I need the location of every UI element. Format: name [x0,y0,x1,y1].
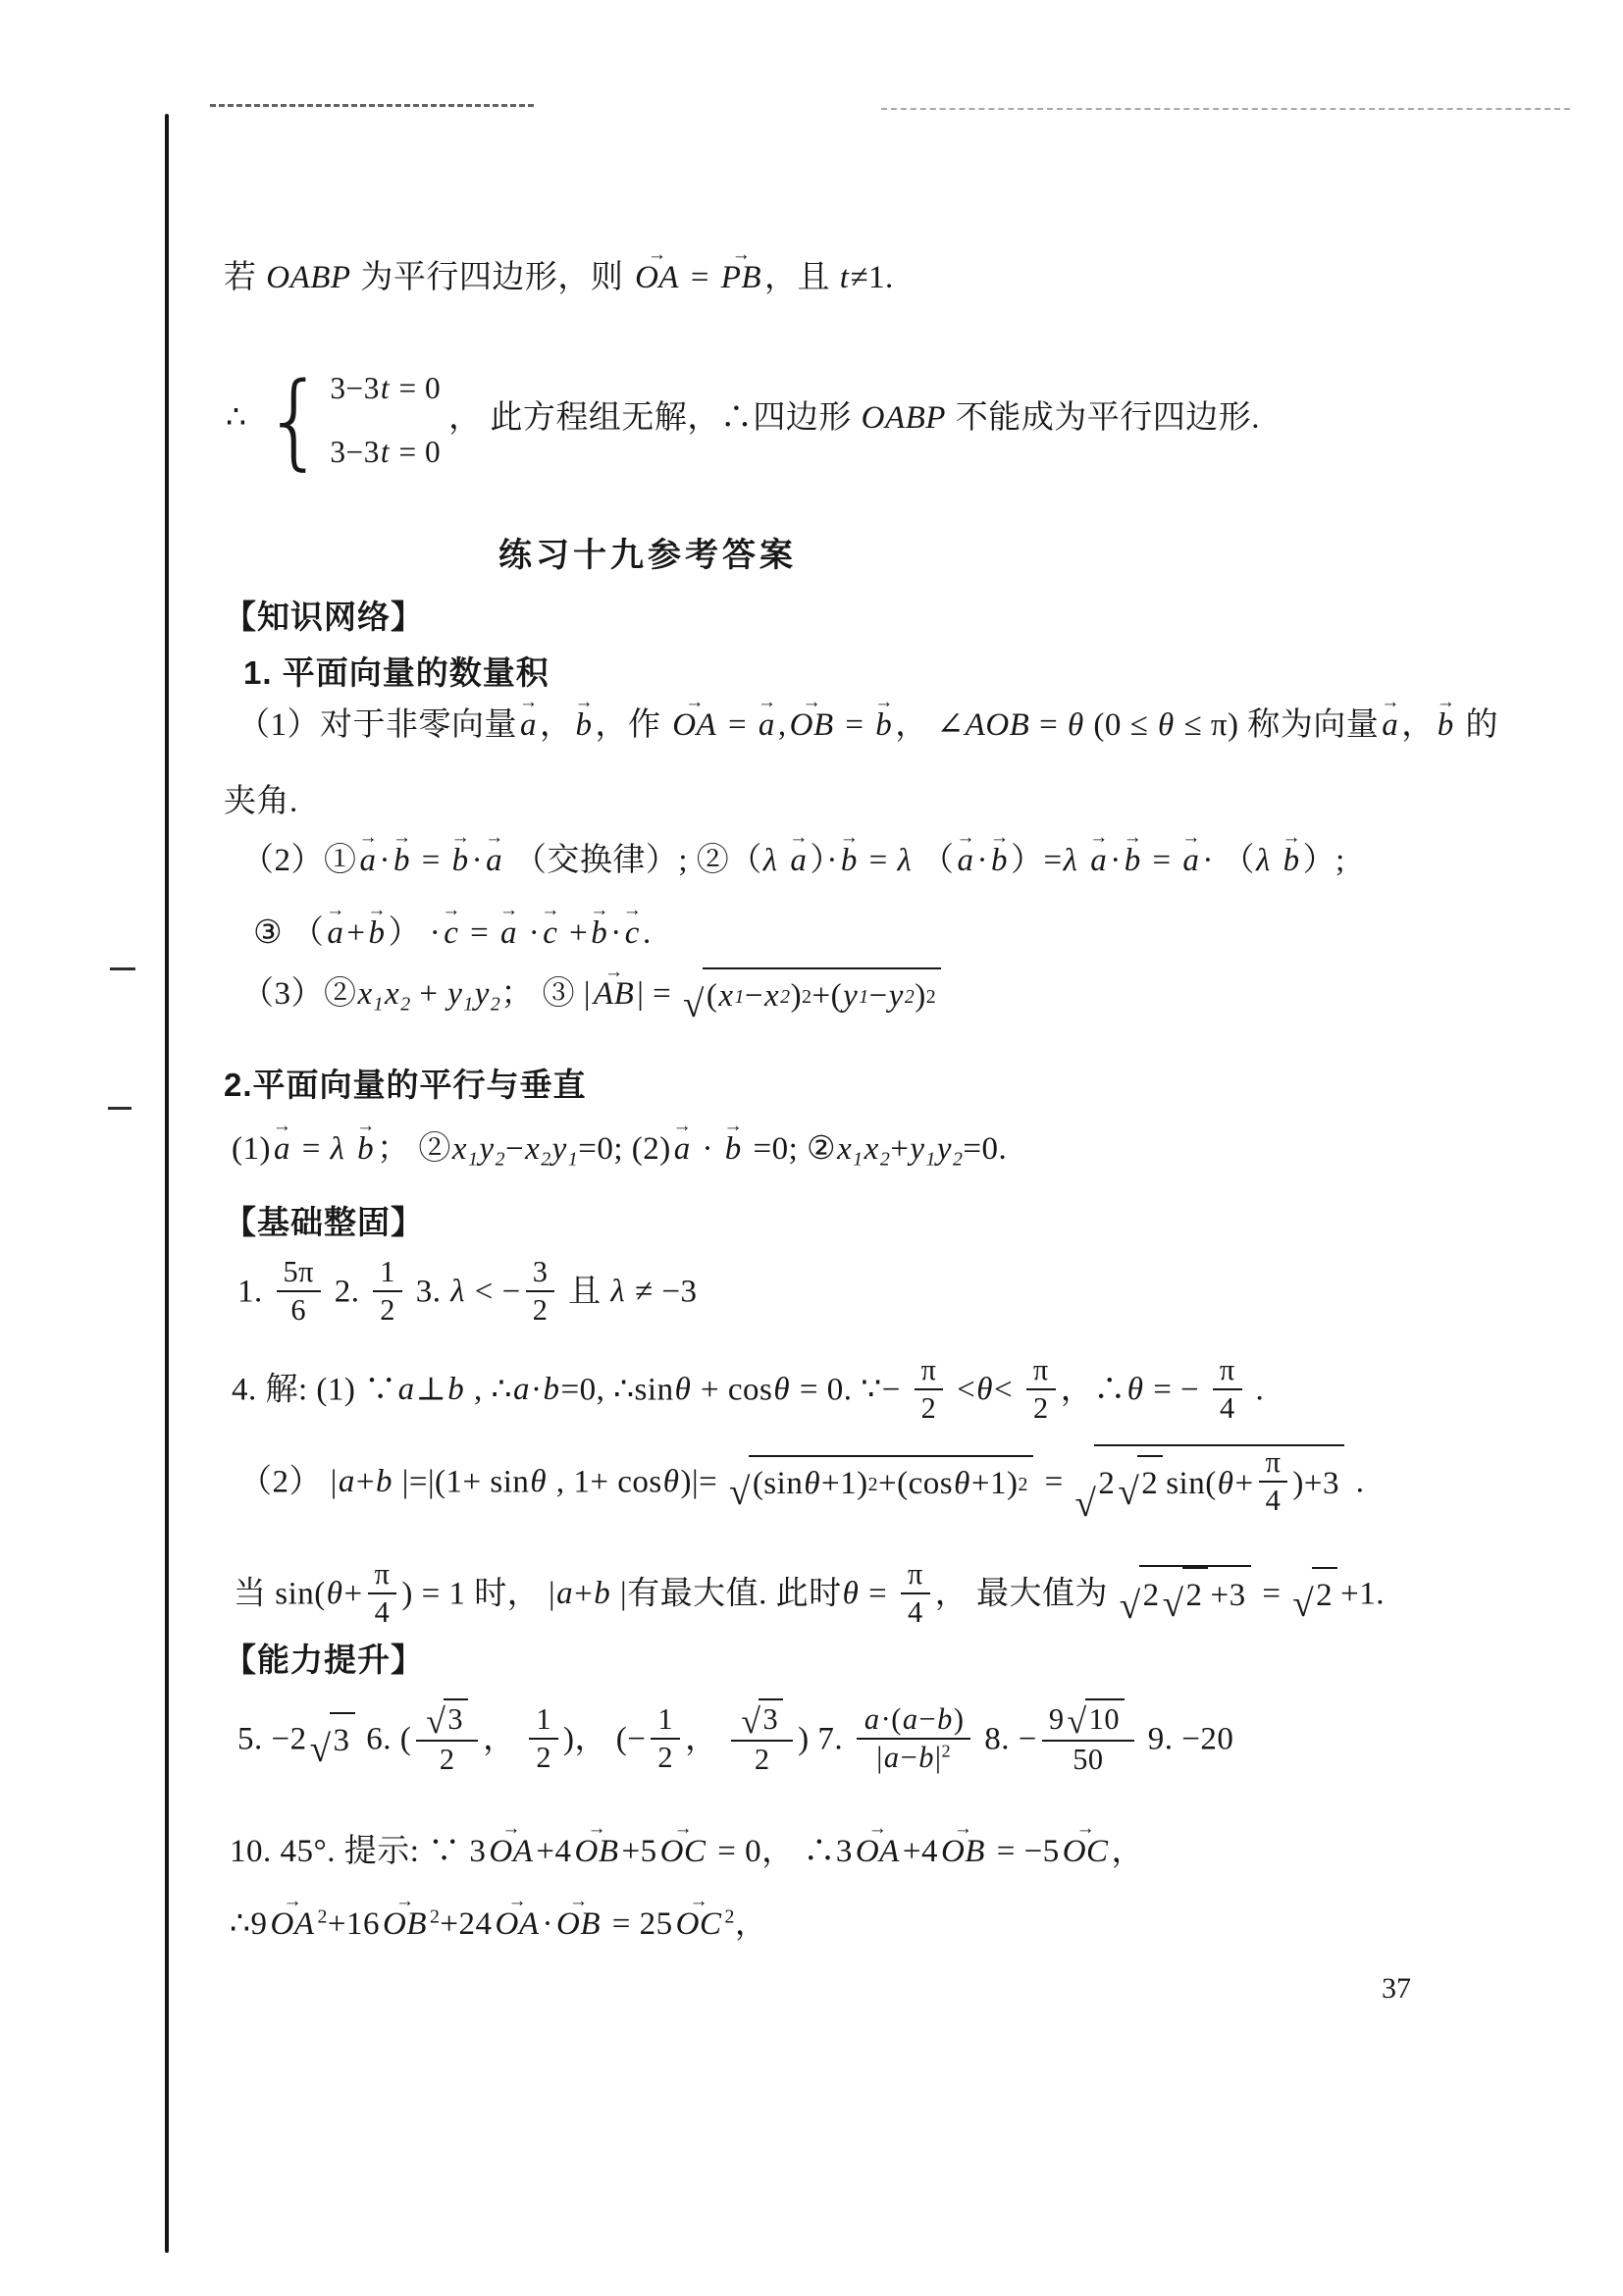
scan-margin-tick-2 [108,1107,131,1110]
answer-section-title: 练习十九参考答案 [498,537,797,574]
line-angle-definition: （1）对于非零向量a →，b →，作 OA → = a →,OB → = b →， ∠AOB = θ (0 ≤ θ ≤ π) 称为向量a →，b → 的 [237,701,1498,751]
scan-left-border-line [165,114,169,2253]
scan-top-dashed-line-left [210,104,534,107]
page-number: 37 [1382,1972,1411,2005]
line-coordinate-formulas: $(3)②x_1x_2 + y_1y_2$； ③ |AB →| = √ ( x 1 − x 2 ) 2 +( y 1 − y 2 ) 2 [241,969,944,1023]
line-parallel-perpendicular-conditions: (1)a → = λ b →； $②x_1y_2-x_2y_1=0$; (2)a → · b → =0; $②x_1x_2+y_1y_2=0$. [232,1124,1007,1174]
line-answer-4-part1: 4. 解: (1) ∵a⊥b , ∴a·b=0, ∴sinθ + cosθ = 0. ∵− $\frac{\pi}{2}$ <θ< $\frac{\pi}{2}$ ，∴θ = − $\frac{\pi}{4}$ . [232,1353,1265,1425]
heading-dot-product: 1. 平面向量的数量积 [243,654,550,691]
heading-ability-improvement: 【能力提升】 [224,1642,424,1678]
line-commutative-law: （2）①a →·b → = b →·a → （交换律）; ②（λ a →）·b → = λ （a →·b →）=λ a →·b → = a →· （λ b →）; [241,836,1345,886]
line-answer-4-part2: （2） |a+b |=|(1+ sinθ , 1+ cosθ)|= √ (sin θ +1) 2 +(cos θ +1) 2 = √ 2 √ 2 sin( θ + $\frac{\pi}{4}$ )+3 . [239,1445,1365,1525]
heading-knowledge-network: 【知识网络】 [224,599,424,635]
scan-margin-tick-1 [110,967,135,970]
line-parallelogram-condition: 若 OABP 为平行四边形，则 OA → = PB →，且 t≠1. [224,253,894,303]
heading-parallel-perpendicular: 2.平面向量的平行与垂直 [224,1067,587,1103]
scan-top-dashed-line-right [881,108,1570,110]
line-equation-system-conclusion: ∴ { 3−3t = 0 3−3t = 0 ， 此方程组无解，∴四边形 OABP 不能成为平行四边形. [226,360,1260,482]
line-answer-10-part2: ∴9OA → $^2$+16OB → $^2$+24OA →·OB → = 25OC → $^2$， [230,1900,767,1950]
line-answers-1-to-3: 1. $\frac{5\pi}{6}$ 2. $\frac{1}{2}$ 3. λ < − $\frac{3}{2}$ 且 λ ≠ −3 [237,1255,698,1327]
line-answers-5-to-9: 5. −2 √ 3 6. ( √ 3 2 ， $\frac{1}{2}$ )， (− $\frac{1}{2}$ ， √ 3 2 ) 7. a ·( a − b ) $|a-b|^2$ 8. − 9 √ 10 50 9. −20 [237,1703,1233,1780]
line-angle-definition-cont: 夹角. [224,784,298,819]
line-distributive-law: ③ （a →+b →） ·c → = a → ·c → +b →·c →. [253,909,652,959]
line-answer-10-part1: 10. 45°. 提示: ∵ 3OA →+4OB →+5OC → = 0， ∴3OA →+4OB → = −5OC →， [230,1827,1144,1877]
line-answer-4-maximum: 当 sin(θ+ $\frac{\pi}{4}$ ) = 1 时， |a+b |有最大值. 此时θ = $\frac{\pi}{4}$ ， 最大值为 √ 2 √ 2 +3 = √ 2 +1. [234,1557,1386,1629]
heading-basic-consolidation: 【基础整固】 [224,1204,424,1240]
